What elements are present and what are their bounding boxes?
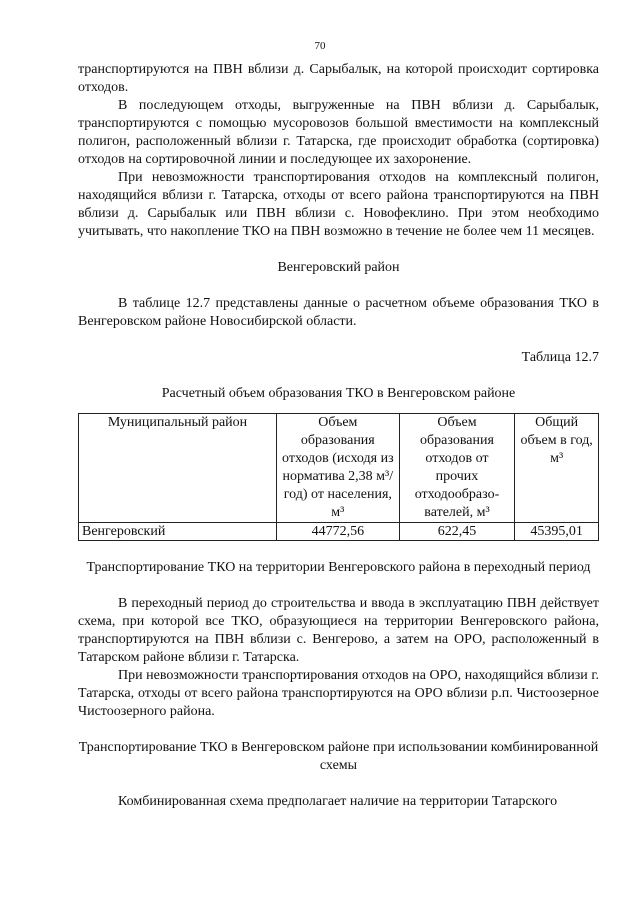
section-heading: Венгеровский район [277,260,400,275]
table-label: Таблица 12.7 [521,350,599,365]
paragraph: При невозможности транспортирования отходов на комплексный полигон, находящийся вблизи г. Татарска, отходы от всего района транспортируются на ПВН вблизи д. Сарыбалык или ПВН вблизи с. Новофеклино. При этом необходимо учитывать, что накопление ТКО на ПВН возможно в течение не более чем 11 месяцев. [78,170,599,239]
paragraph: В таблице 12.7 представлены данные о расчетном объеме образования ТКО в Венгеровском районе Новосибирской области. [78,296,599,329]
header-cell: Общий объем в год, м³ [515,414,599,523]
header-cell: Объем образования отходов (исходя из норматива 2,38 м³/год) от населения, м³ [276,414,399,523]
header-cell: Муниципальный район [79,414,277,523]
paragraph: В переходный период до строительства и ввода в эксплуатацию ПВН действует схема, при которой все ТКО, образующиеся на территории Венгеровского района, транспортируются на ПВН вблизи с. Венгерово, а затем на ОРО, расположенный в Татарском районе вблизи г. Татарска. [78,596,599,665]
paragraph: При невозможности транспортирования отходов на ОРО, находящийся вблизи г. Татарска, отходы от всего района транспортируются на ОРО вблизи р.п. Чистоозерное Чистоозерного района. [78,668,599,719]
page-number: 70 [314,40,326,52]
paragraph: В последующем отходы, выгруженные на ПВН вблизи д. Сарыбалык, транспортируются с помощью мусоровозов большой вместимости на комплексный полигон, расположенный вблизи г. Татарска, где происходит обработка (сортировка) отходов на сортировочной линии и последующее их захоронение. [78,98,599,167]
table-cell: 622,45 [399,523,515,541]
subsection-heading: Транспортирование ТКО в Венгеровском районе при использовании комбинированной схемы [78,740,599,773]
table-header-row [79,414,599,523]
header-cell: Объем образования отходов от прочих отходообразо-вателей, м³ [399,414,515,523]
table-title: Расчетный объем образования ТКО в Венгеровском районе [161,386,516,401]
document-body [78,61,599,811]
subsection-heading: Транспортирование ТКО на территории Венгеровского района в переходный период [86,560,591,575]
table-cell: 44772,56 [276,523,399,541]
table-cell: 45395,01 [515,523,599,541]
table-row [79,523,599,541]
paragraph: транспортируются на ПВН вблизи д. Сарыбалык, на которой происходит сортировка отходов. [78,62,599,95]
table-cell: Венгеровский [79,523,277,541]
paragraph: Комбинированная схема предполагает наличие на территории Татарского [118,794,558,809]
data-table [78,413,599,541]
